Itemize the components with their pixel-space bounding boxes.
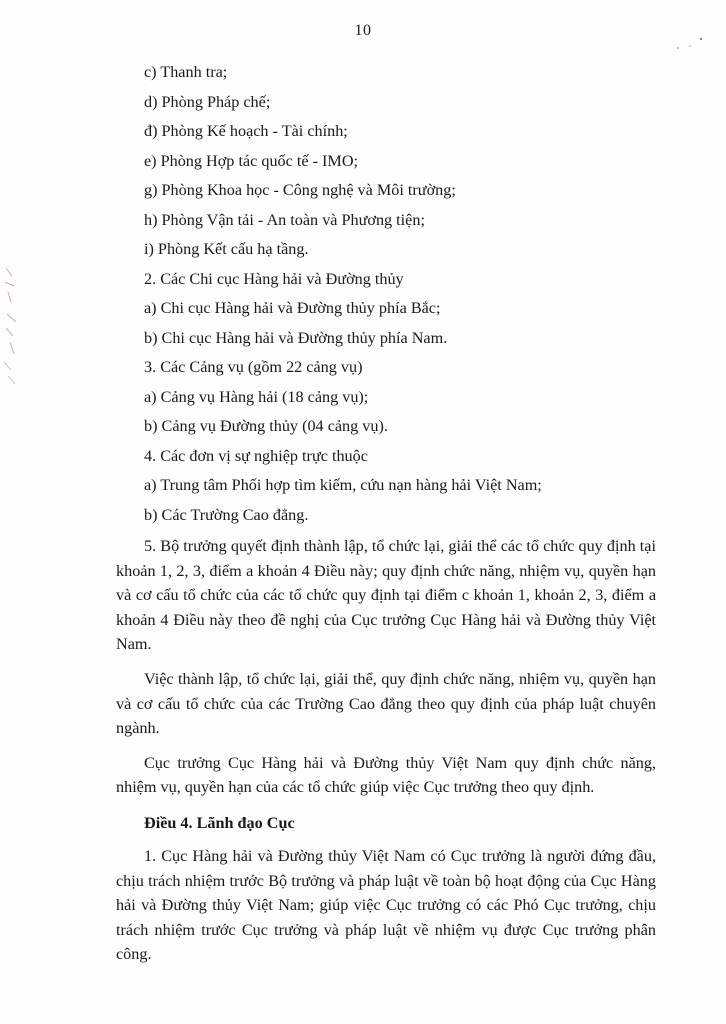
list-item: i) Phòng Kết cấu hạ tầng.	[144, 240, 309, 258]
list-item: 4. Các đơn vị sự nghiệp trực thuộc	[144, 446, 368, 465]
list-item: g) Phòng Khoa học - Công nghệ và Môi trường;	[144, 181, 456, 199]
list-item: a) Chi cục Hàng hải và Đường thủy phía Bắc;	[144, 299, 441, 317]
list-item: c) Thanh tra;	[144, 63, 228, 81]
list-item: d) Phòng Pháp chế;	[144, 92, 271, 111]
binding-stamp-marks	[2, 262, 26, 392]
list-item: a) Cảng vụ Hàng hải (18 cảng vụ);	[144, 387, 369, 406]
list-item: đ) Phòng Kế hoạch - Tài chính;	[144, 122, 348, 140]
paragraph-schools: Việc thành lập, tổ chức lại, giải thể, quy định chức năng, nhiệm vụ, quyền hạn và cơ cấu tổ chức của các Trường Cao đẳng theo quy định của pháp luật chuyên ngành.	[116, 669, 656, 738]
list-item: b) Chi cục Hàng hải và Đường thủy phía Nam.	[144, 328, 448, 347]
paragraph-director-authority: Cục trưởng Cục Hàng hải và Đường thủy Việt Nam quy định chức năng, nhiệm vụ, quyền hạn của các tổ chức giúp việc Cục trưởng theo quy định.	[116, 753, 656, 797]
page-number: 10	[354, 22, 372, 39]
document-body	[116, 58, 656, 977]
paragraph-clause-5: 5. Bộ trưởng quyết định thành lập, tổ chức lại, giải thể các tổ chức quy định tại khoản 1, 2, 3, điểm a khoản 4 Điều này; quy định chức năng, nhiệm vụ, quyền hạn và cơ cấu tổ chức của các tổ chức quy định tại điểm c khoản 1, khoản 2, 3, điểm a khoản 4 Điều này theo đề nghị của Cục trưởng Cục Hàng hải và Đường thủy Việt Nam.	[116, 537, 656, 654]
list-item: 3. Các Cảng vụ (gồm 22 cảng vụ)	[144, 358, 363, 376]
organization-list	[116, 58, 656, 530]
article-4-heading: Điều 4. Lãnh đạo Cục	[144, 813, 295, 832]
list-item: a) Trung tâm Phối hợp tìm kiếm, cứu nạn hàng hải Việt Nam;	[144, 476, 542, 494]
list-item: e) Phòng Hợp tác quốc tế - IMO;	[144, 151, 359, 170]
scan-speck-marks	[672, 30, 712, 54]
article-4-clause-1: 1. Cục Hàng hải và Đường thủy Việt Nam có Cục trưởng là người đứng đầu, chịu trách nhiệm trước Bộ trưởng và pháp luật về toàn bộ hoạt động của Cục Hàng hải và Đường thủy Việt Nam; giúp việc Cục trưởng có các Phó Cục trưởng, chịu trách nhiệm trước Cục trưởng và pháp luật về nhiệm vụ được Cục trưởng phân công.	[116, 846, 656, 964]
list-item: h) Phòng Vận tải - An toàn và Phương tiện;	[144, 210, 425, 229]
list-item: 2. Các Chi cục Hàng hải và Đường thủy	[144, 269, 404, 288]
list-item: b) Cảng vụ Đường thủy (04 cảng vụ).	[144, 417, 388, 435]
list-item: b) Các Trường Cao đẳng.	[144, 505, 309, 524]
